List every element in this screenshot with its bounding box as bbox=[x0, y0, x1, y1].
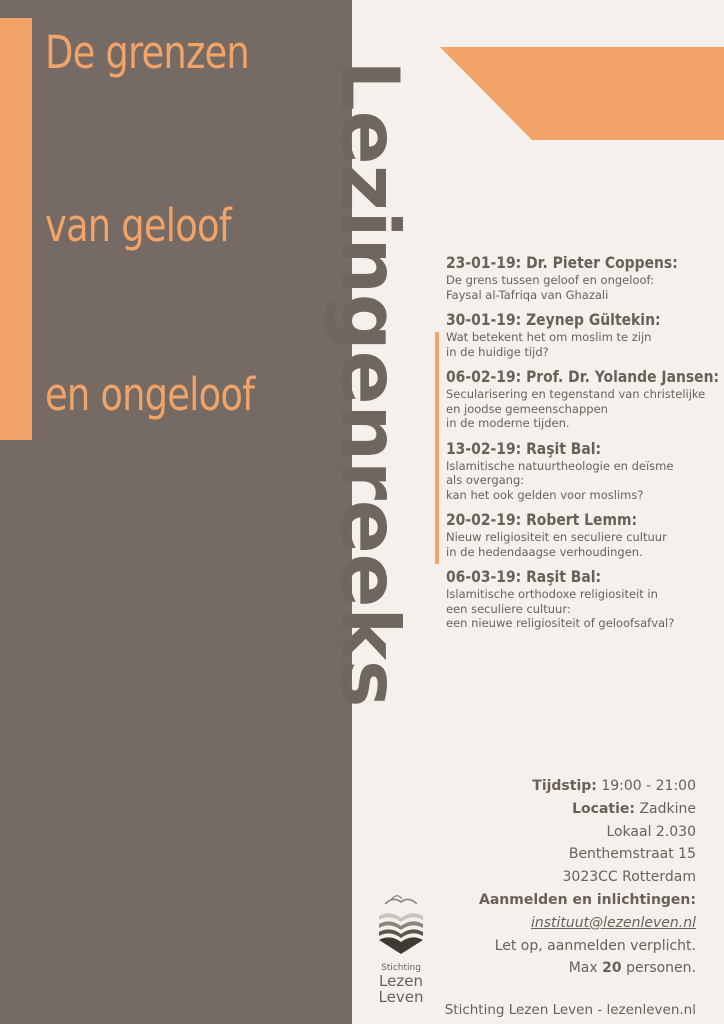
signup-label: Aanmelden en inlichtingen: bbox=[479, 891, 696, 908]
title-line-3: en ongeloof bbox=[45, 368, 255, 421]
lecture-schedule bbox=[446, 252, 720, 638]
session-3 bbox=[446, 366, 720, 431]
session-description: Secularisering en tegenstand van christelijke bbox=[446, 387, 706, 401]
session-description: in de huidige tijd? bbox=[446, 344, 549, 359]
book-bird-icon bbox=[371, 890, 431, 956]
session-heading: 06-02-19: Prof. Dr. Yolande Jansen: bbox=[446, 367, 720, 386]
time-row bbox=[479, 775, 696, 798]
address-line: 3023CC Rotterdam bbox=[562, 869, 696, 886]
series-title-vertical: Lezingenreeks bbox=[323, 60, 416, 707]
logo-text-line-2: Leven bbox=[378, 988, 424, 1006]
max-number: 20 bbox=[602, 960, 622, 977]
title-line-1: De grenzen bbox=[45, 26, 249, 79]
session-description: een seculiere cultuur: bbox=[446, 601, 571, 616]
session-description: Islamitische orthodoxe religiositeit in bbox=[446, 587, 658, 601]
session-description: in de hedendaagse verhoudingen. bbox=[446, 544, 643, 559]
session-4 bbox=[446, 438, 716, 503]
footer-text: Stichting Lezen Leven - lezenleven.nl bbox=[444, 1002, 696, 1018]
time-value: 19:00 - 21:00 bbox=[601, 778, 696, 794]
session-heading: 20-02-19: Robert Lemm: bbox=[446, 510, 638, 529]
session-description: Nieuw religiositeit en seculiere cultuur bbox=[446, 530, 667, 544]
session-1 bbox=[446, 252, 716, 302]
logo-text-line-1: Lezen bbox=[379, 972, 423, 990]
session-heading: 30-01-19: Zeynep Gültekin: bbox=[446, 310, 661, 329]
location-value: Zadkine bbox=[639, 800, 696, 817]
address-line: Benthemstraat 15 bbox=[568, 846, 696, 863]
session-5 bbox=[446, 509, 716, 559]
session-2 bbox=[446, 309, 716, 359]
schedule-accent-line bbox=[435, 332, 439, 564]
event-info bbox=[479, 775, 696, 980]
session-description: en joodse gemeenschappen bbox=[446, 401, 608, 416]
max-participants: Max 20 personen. bbox=[568, 960, 696, 977]
session-description: een nieuwe religiositeit of geloofsafval? bbox=[446, 616, 675, 630]
session-heading: 23-01-19: Dr. Pieter Coppens: bbox=[446, 253, 678, 272]
location-row bbox=[479, 798, 696, 821]
time-label: Tijdstip: bbox=[532, 778, 597, 794]
session-6 bbox=[446, 566, 716, 631]
signup-note: Let op, aanmelden verplicht. bbox=[494, 937, 696, 954]
session-heading: 13-02-19: Raşit Bal: bbox=[446, 438, 602, 458]
address-line: Lokaal 2.030 bbox=[606, 823, 696, 840]
session-description: Islamitische natuurtheologie en deïsme bbox=[446, 458, 674, 473]
session-description: in de moderne tijden. bbox=[446, 416, 570, 430]
email-link[interactable]: instituut@lezenleven.nl bbox=[531, 914, 696, 931]
session-description: De grens tussen geloof en ongeloof: bbox=[446, 273, 655, 287]
logo-small-text: Stichting bbox=[381, 963, 421, 973]
stichting-logo bbox=[368, 890, 434, 1005]
orange-parallelogram bbox=[440, 47, 724, 140]
session-description: kan het ook gelden voor moslims? bbox=[446, 487, 644, 502]
session-description: Wat betekent het om moslim te zijn bbox=[446, 330, 652, 344]
title-line-2: van geloof bbox=[45, 199, 231, 252]
session-description: als overgang: bbox=[446, 473, 525, 487]
location-label: Locatie: bbox=[572, 800, 635, 817]
session-description: Faysal al-Tafriqa van Ghazali bbox=[446, 287, 609, 302]
session-heading: 06-03-19: Raşit Bal: bbox=[446, 567, 602, 586]
